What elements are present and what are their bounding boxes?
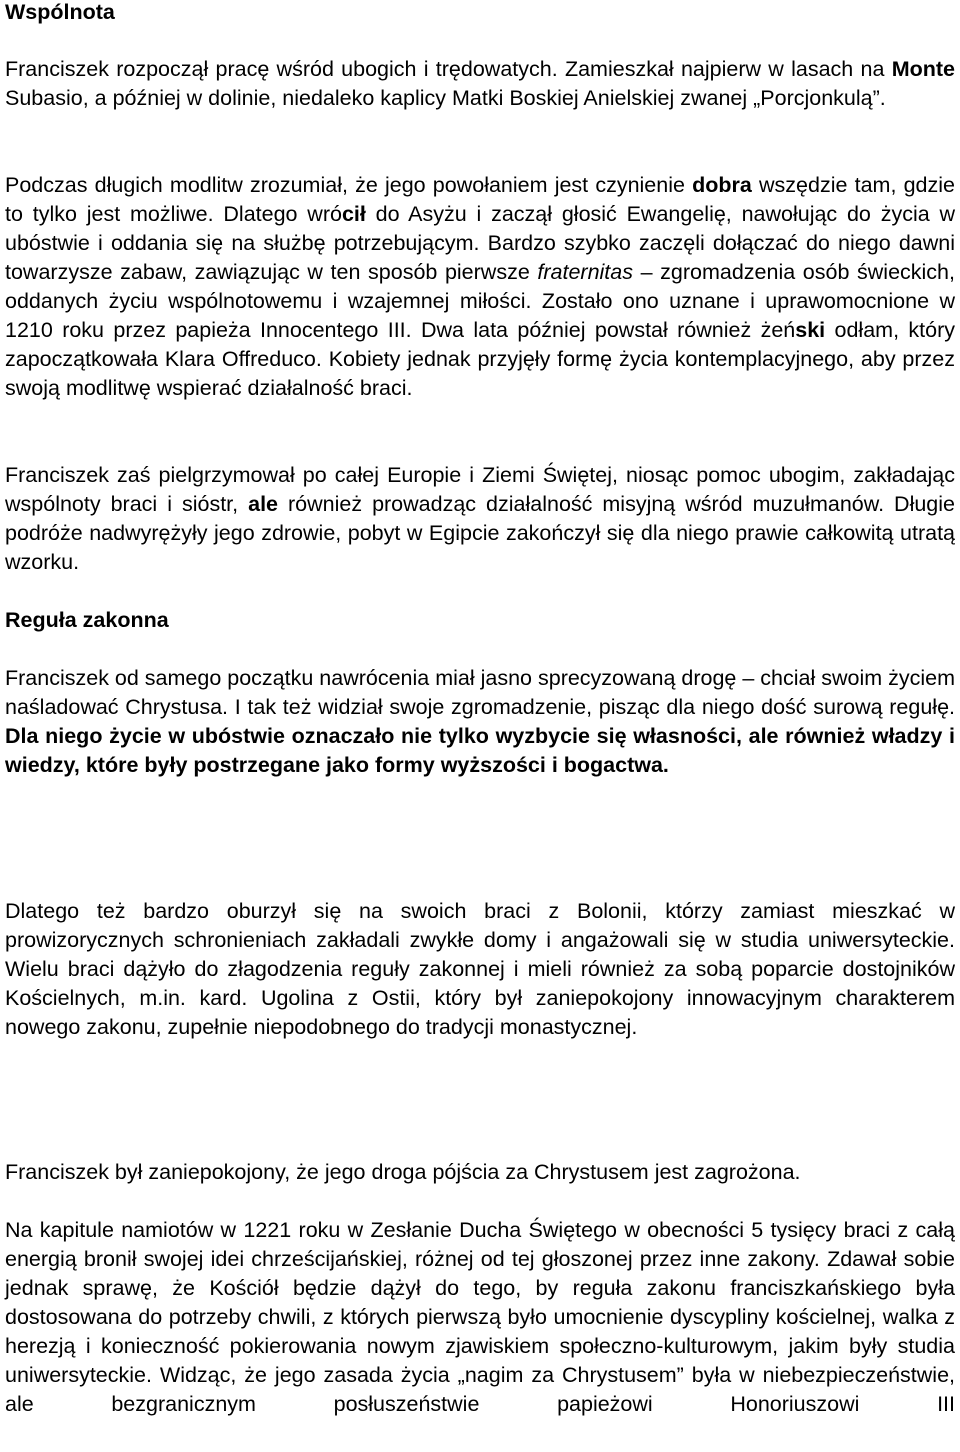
text-run: do Asyżu i zaczął głosić Ewangelię, nawołując do życia w ubóstwie i oddania się na służbę potrzebującym. Bardzo szybko zaczęli dołączać do niego dawni towarzysze zabaw, zawiązując w ten sposób pierwsze (5, 202, 955, 284)
text-run: Franciszek rozpoczął pracę wśród ubogich i trędowatych. Zamieszkał najpierw w lasach na (5, 57, 892, 81)
text-run: Podczas długich modlitw zrozumiał, że jego powołaniem jest czynienie (5, 173, 693, 197)
paragraph-regula-3: Franciszek był zaniepokojony, że jego droga pójścia za Chrystusem jest zagrożona. (5, 1160, 801, 1184)
paragraph-regula-2: Dlatego też bardzo oburzył się na swoich braci z Bolonii, którzy zamiast mieszkać w prowizorycznych schronieniach zakładali zwykłe domy i angażowali się w studia uniwersyteckie. Wielu braci dążyło do złagodzenia reguły zakonnej i mieli również za sobą poparcie dostojników Kościelnych, m.in. kard. Ugolina z Ostii, który był zaniepokojony innowacyjnym charakterem nowego zakonu, zupełnie niepodobnego do tradycji monastycznej. (5, 899, 955, 1039)
text-run-bold: ale (248, 492, 278, 516)
paragraph-wspolnota-1 (5, 55, 955, 113)
section-heading-wspolnota: Wspólnota (5, 0, 115, 24)
section-heading-regula: Reguła zakonna (5, 608, 169, 632)
text-run: również prowadząc działalność misyjną wśród muzułmanów. Długie podróże nadwyrężyły jego zdrowie, pobyt w Egipcie zakończył się dla niego prawie całkowitą utratą wzorku. (5, 492, 955, 574)
text-run-bold: cił (341, 202, 366, 226)
paragraph-regula-4: Na kapitule namiotów w 1221 roku w Zesłanie Ducha Świętego w obecności 5 tysięcy braci z całą energią bronił swojej idei chrześcijańskiej, różnej od tej głoszonej przez inne zakony. Zdawał sobie jednak sprawę, że Kościół będzie dążył do tego, by reguła zakonu franciszkańskiego była dostosowana do potrzeby chwili, z których pierwszą było umocnienie dyscypliny kościelnej, walka z herezją i konieczność pokierowania nowym zjawiskiem społeczno-kulturowym, jakim były studia uniwersyteckie. Widząc, że jego zasada życia „nagim za Chrystusem” była w niebezpieczeństwie, ale bezgranicznym posłuszeństwie papieżowi Honoriuszowi III (5, 1218, 955, 1416)
text-run-italic: fraternitas (537, 260, 633, 284)
text-run: – zgromadzenia osób świeckich, oddanych życiu wspólnotowemu i wzajemnej miłości. Zostało ono uznane i uprawomocnione w 1210 roku przez papieża Innocentego III. Dwa lata później powstał również żeń (5, 260, 955, 342)
paragraph-wspolnota-2 (5, 171, 955, 403)
text-run: Franciszek od samego początku nawrócenia miał jasno sprecyzowaną drogę – chciał swoim życiem naśladować Chrystusa. I tak też widział swoje zgromadzenie, pisząc dla niego dość surową regułę. (5, 666, 956, 719)
paragraph-wspolnota-3 (5, 461, 955, 577)
paragraph-regula-1 (5, 664, 955, 780)
text-run-bold: Dla niego życie w ubóstwie oznaczało nie tylko wyzbycie się własności, ale również władzy i wiedzy, które były postrzegane jako formy wyższości i bogactwa. (5, 724, 955, 777)
text-run-bold: Monte (891, 57, 955, 81)
text-run: odłam, który zapoczątkowała Klara Offreduco. Kobiety jednak przyjęły formę życia kontemplacyjnego, aby przez swoją modlitwę wspierać działalność braci. (5, 318, 955, 400)
text-run: Subasio, a później w dolinie, niedaleko kaplicy Matki Boskiej Anielskiej zwanej „Porcjonkulą”. (5, 86, 886, 110)
text-run: wszędzie tam, gdzie to tylko jest możliwe. Dlatego wró (5, 173, 955, 226)
text-run: Franciszek zaś pielgrzymował po całej Europie i Ziemi Świętej, niosąc pomoc ubogim, zakładając wspólnoty braci i sióstr, (5, 463, 955, 516)
text-run-bold: dobra (692, 173, 752, 197)
text-run-bold: ski (795, 318, 826, 342)
